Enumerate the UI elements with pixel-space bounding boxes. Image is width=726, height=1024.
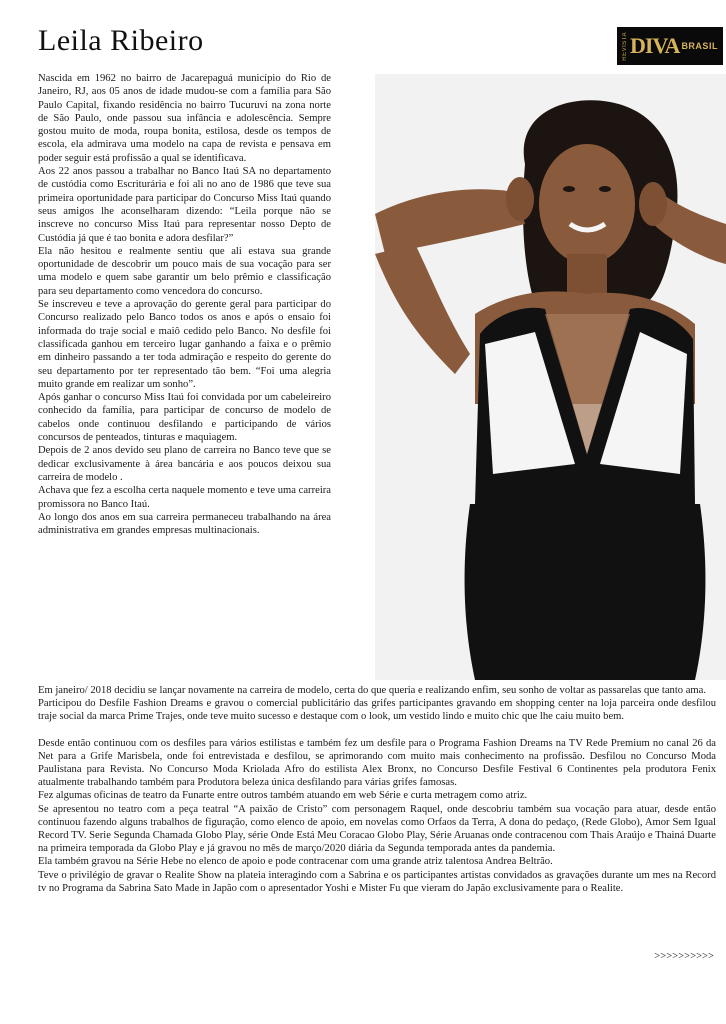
paragraph: Participou do Desfile Fashion Dreams e gravou o comercial publicitário das grifes participantes gravando em shopping center na loja parceira onde desfilou traje social da marca Prime Trajes, onde teve muito sucesso e destaque com o look, um vestido lindo e muito chic que lhe caiu muito bem. [38,698,716,723]
paragraph: Depois de 2 anos devido seu plano de carreira no Banco teve que se dedicar exclusivamente à área bancária e aos poucos deixou sua carreira de modelo . [38,445,331,483]
paragraph: Em janeiro/ 2018 decidiu se lançar novamente na carreira de modelo, certa do que queria e realizando enfim, seu sonho de voltar as passarelas que tanto ama. [38,685,707,696]
magazine-logo [617,27,723,65]
paragraph: Ela não hesitou e realmente sentiu que ali estava sua grande oportunidade de descobrir um pouco mais de sua vocação para ser uma modelo e quem sabe garantir um belo prêmio e classificação para seu departamento como vencedora do concurso. [38,245,331,297]
paragraph: Aos 22 anos passou a trabalhar no Banco Itaú SA no departamento de custódia como Escriturária e foi ali no ano de 1986 que teve sua primeira oportunidade para participar do Concurso Miss Itaú quando seus amigos lhe aconselharam dizendo: “Leila porque não se inscreve no concurso Miss Itaú para representar nosso Depto de Custódia já que é tao bonita e adora desfilar?” [38,166,331,244]
continue-marker: >>>>>>>>>> [654,951,714,962]
paragraph: Desde então continuou com os desfiles para vários estilistas e também fez um desfile para o Programa Fashion Dreams na TV Rede Premium no canal 26 da Net para a Grife Marisbela, onde foi entrevistada e desfilou, se aprimorando com muito mais conhecimento na profissão. Desfilou no Concurso Moda Paulistana para Revista. No Concurso Moda Kriolada Afro do estilista Alex Bronx, no Concurso Desfile Festival 6 Continentes pela produtora Fenix atualmente trabalhando também para Produtora beleza única desfilando para várias grifes famosas. [38,737,716,789]
logo-sub: BRASIL [681,41,718,51]
paragraph: Teve o privilégio de gravar o Realite Show na plateia interagindo com a Sabrina e os participantes artistas convidados as gravações durante um mes na Record tv no Programa da Sabrina Sato Made in Japão com o apresentador Yoshi e Mister Fu que vieram do Japão exclusivamente para o Realite. [38,869,716,894]
full-width-text [38,684,716,895]
paragraph: Se apresentou no teatro com a peça teatral “A paixão de Cristo” com personagem Raquel, onde descobriu também sua vocação para atuar, desde então continuou fazendo alguns trabalhos de figuração, como elenco de apoio, em novelas como Orfaos da Terra, A dona do pedaço, (Rede Globo), Amor Sem Igual Record TV. Serie Segunda Chamada Globo Play, série Onde Está Meu Coracao Globo Play, Série Aruanas onde contracenou com Thais Araújo e Thainá Duarte na primeira temporada da Globo Play e já gravou no mês de março/2020 diária da Segunda temporada antes da pandemia. [38,803,716,855]
paragraph: Fez algumas oficinas de teatro da Funarte entre outros também atuando em web Série e curta metragem como atriz. [38,790,528,802]
model-photo [375,74,726,680]
logo-tag: REVISTA [622,31,629,61]
paragraph: Ao longo dos anos em sua carreira permaneceu trabalhando na área administrativa em grandes empresas multinacionais. [38,511,331,537]
paragraph: Ela também gravou na Série Hebe no elenco de apoio e pode contracenar com uma grande atriz talentosa Andrea Beltrão. [38,856,553,868]
paragraph: Nascida em 1962 no bairro de Jacarepaguá município do Rio de Janeiro, RJ, aos 05 anos de idade mudou-se com a família para São Paulo Capital, fixando residência no bairro Tucuruvi na zona norte de São Paulo, onde passou sua infância e adolescência. Sempre gostou muito de moda, roupa bonita, estilosa, desde os tempos de escola, ela admirava uma modelo na capa de revista e pensava em poder seguir está profissão a qual se identificava. [38,73,331,164]
article-title: Leila Ribeiro [38,24,204,57]
paragraph: Se inscreveu e teve a aprovação do gerente geral para participar do Concurso realizado pelo Banco todos os anos e após o ensaio foi informada do traje social e maiô cedido pelo Banco. No desfile foi classificada ganhou em terceiro lugar ganhando a faixa e o prêmio em dinheiro passando a ter toda admiração e respeito do gerente do seu departamento por ter representado tão bem. “Foi uma alegria muito grande em realizar um sonho”. [38,299,331,390]
model-illustration [375,74,726,680]
paragraph: Achava que fez a escolha certa naquele momento e teve uma carreira promissora no Banco Itaú. [38,485,331,510]
left-column-text [38,72,331,537]
logo-main: DIVA [630,33,680,58]
paragraph-gap [38,724,716,737]
paragraph: Após ganhar o concurso Miss Itaú foi convidada por um cabeleireiro conhecido da família, para participar de concurso de modelo de cabelos onde continuou desfilando e participando de vários concursos de penteados, tinturas e maquiagem. [38,392,331,444]
